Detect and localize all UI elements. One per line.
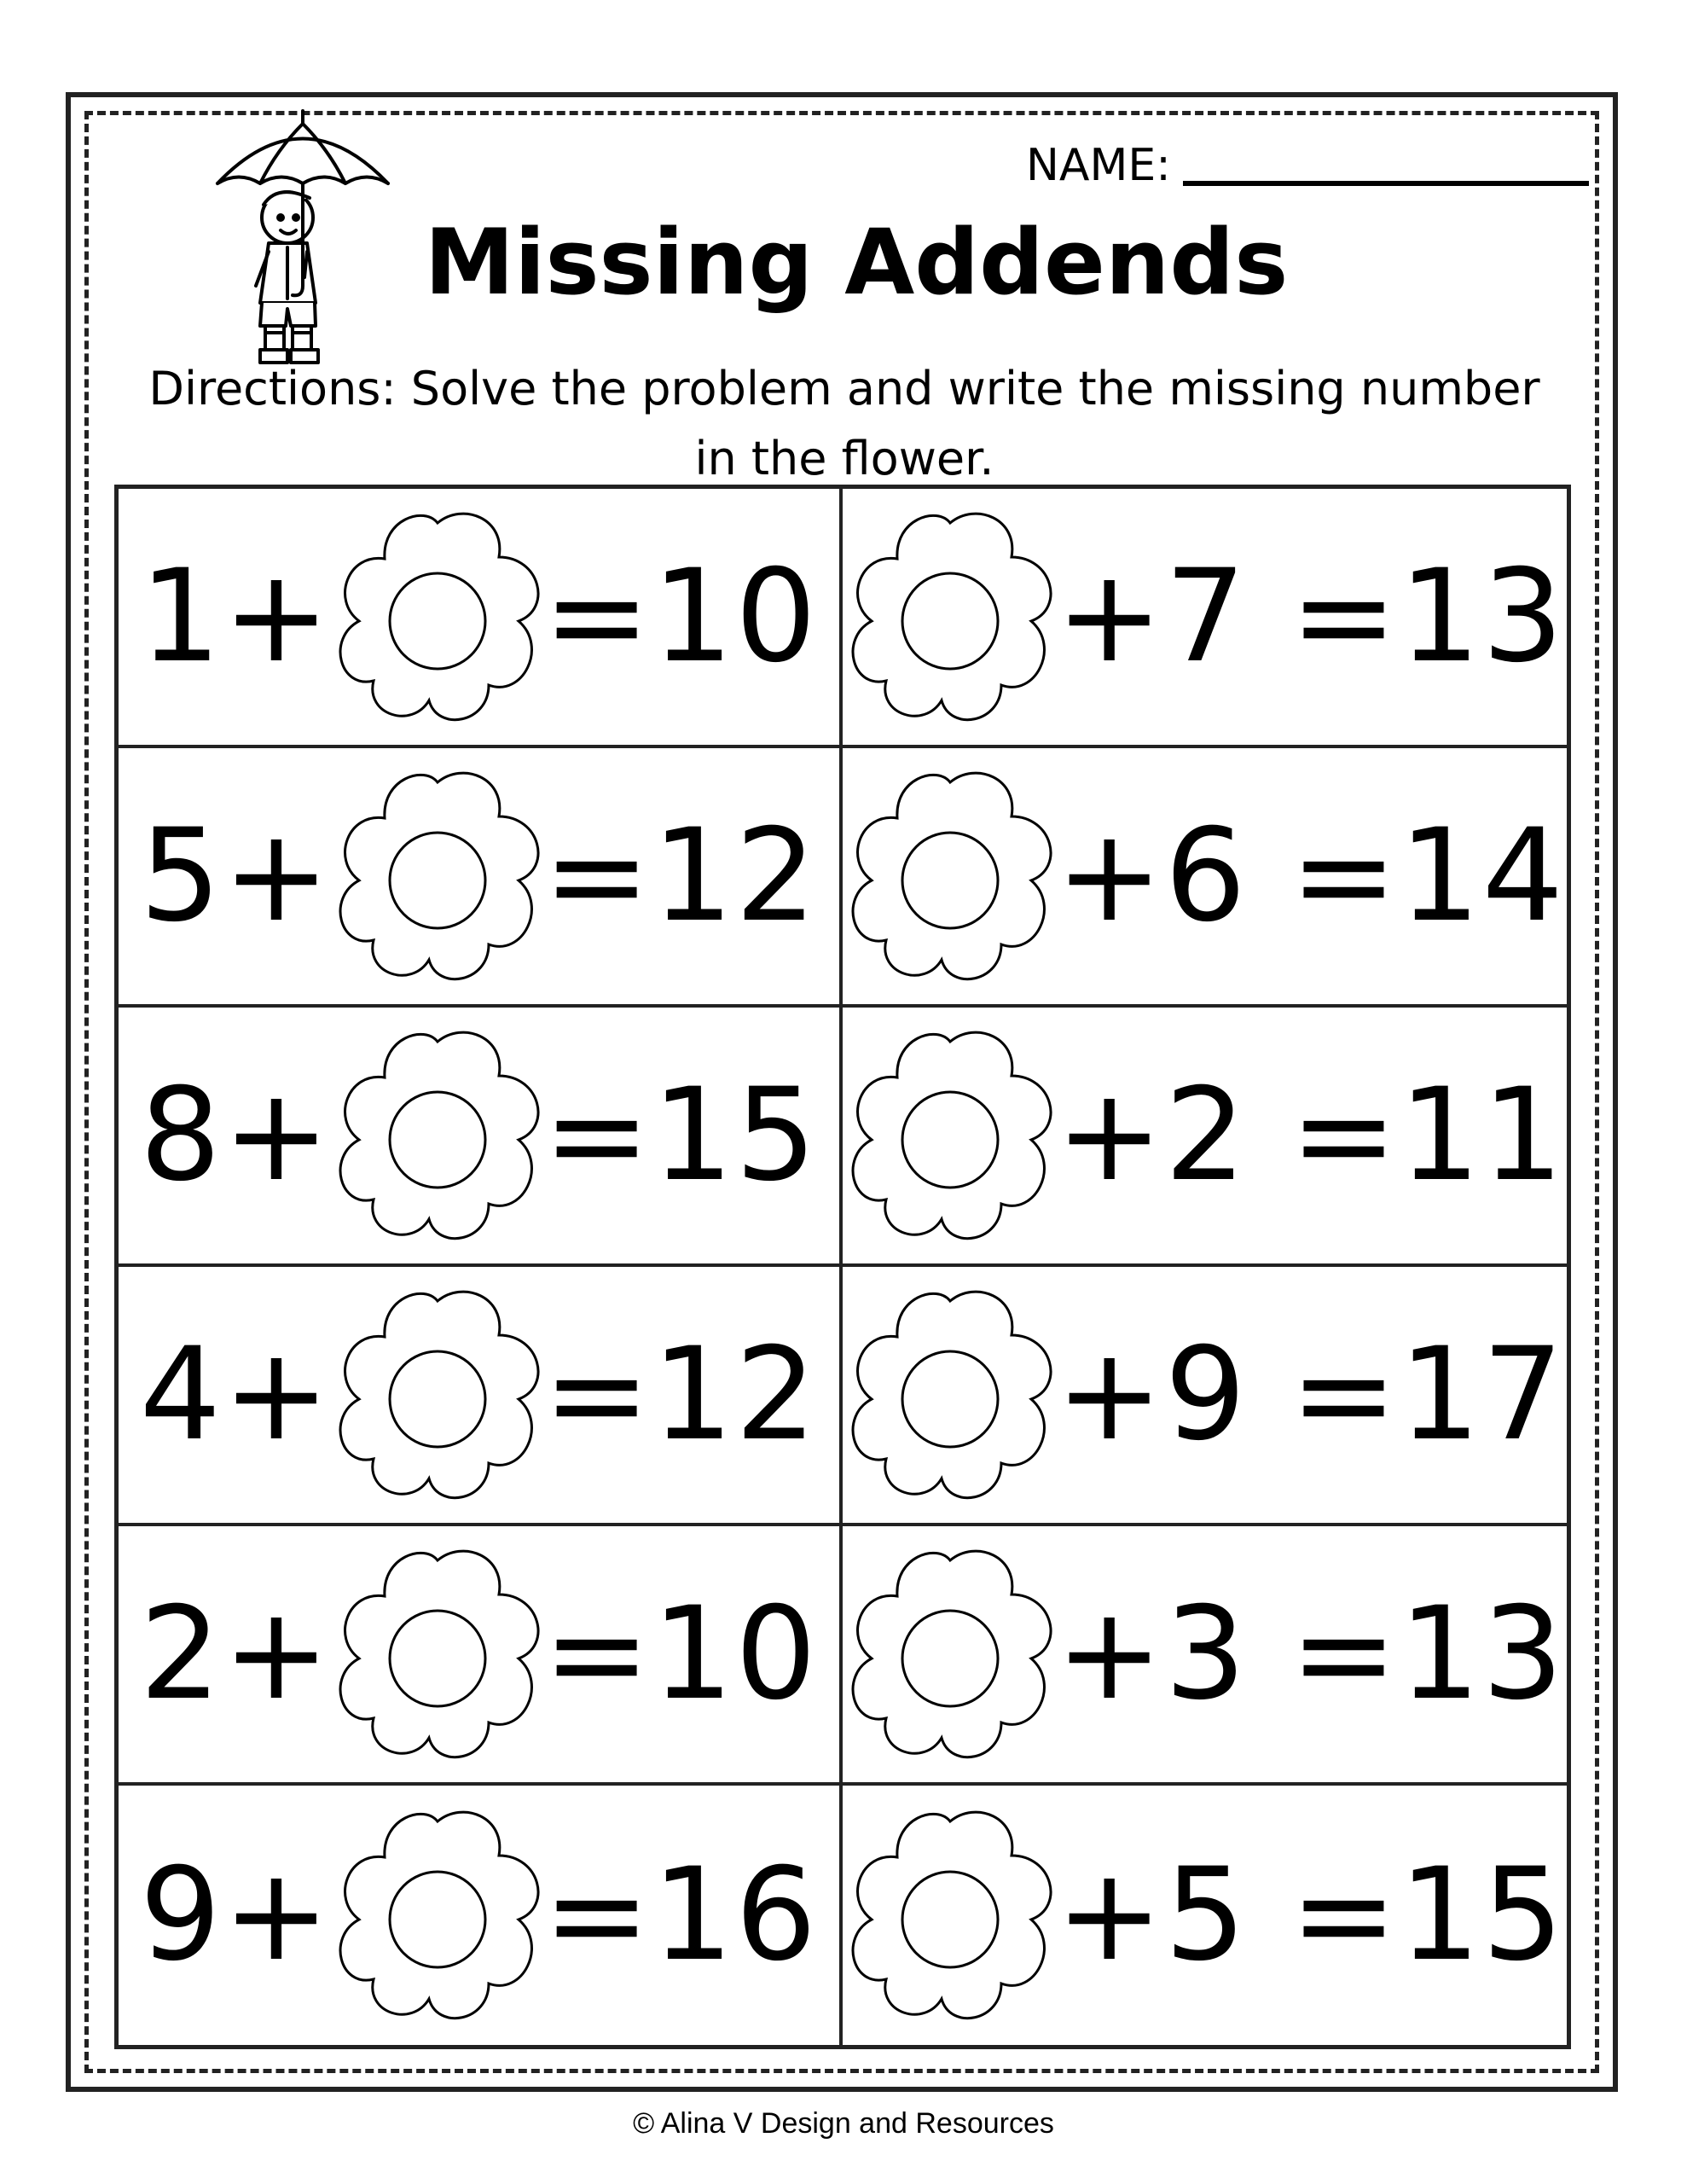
problem-cell <box>843 1526 1567 1786</box>
equation <box>844 1543 1565 1765</box>
problem-cell <box>843 748 1567 1008</box>
equation-right: +5 =15 <box>1055 1841 1566 1989</box>
flower-icon[interactable] <box>848 765 1052 987</box>
flower-icon[interactable] <box>335 765 540 987</box>
problem-cell <box>843 1008 1567 1267</box>
equation-right: =16 <box>542 1841 819 1989</box>
equation-right: =12 <box>542 802 819 950</box>
equation <box>844 1804 1565 2026</box>
flower-icon[interactable] <box>335 1543 540 1765</box>
equation <box>844 765 1565 987</box>
problem-cell <box>119 1526 843 1786</box>
flower-icon[interactable] <box>848 1804 1052 2026</box>
equation-left: 8+ <box>139 1061 332 1210</box>
equation <box>140 506 819 728</box>
copyright-footer: © Alina V Design and Resources <box>633 2107 1054 2140</box>
flower-icon[interactable] <box>335 506 540 728</box>
problem-cell <box>119 1267 843 1526</box>
problem-cell <box>119 489 843 748</box>
flower-icon[interactable] <box>335 1284 540 1506</box>
name-field-row <box>1026 136 1589 191</box>
flower-icon[interactable] <box>848 1284 1052 1506</box>
equation <box>140 1804 819 2026</box>
problem-cell <box>119 1008 843 1267</box>
equation <box>140 765 819 987</box>
equation-right: +7 =13 <box>1055 543 1566 691</box>
equation-right: =10 <box>542 1580 819 1728</box>
equation-left: 2+ <box>139 1580 332 1728</box>
directions-line-1: Directions: Solve the problem and write the missing number <box>148 362 1540 415</box>
equation-left: 9+ <box>139 1841 332 1989</box>
equation-left: 4+ <box>139 1321 332 1469</box>
flower-icon[interactable] <box>848 1025 1052 1246</box>
flower-icon[interactable] <box>848 506 1052 728</box>
equation <box>844 506 1565 728</box>
problem-cell <box>843 1267 1567 1526</box>
flower-icon[interactable] <box>848 1543 1052 1765</box>
problem-cell <box>119 1786 843 2045</box>
problem-cell <box>843 489 1567 748</box>
equation <box>140 1284 819 1506</box>
equation <box>844 1025 1565 1246</box>
directions-line-2: in the flower. <box>694 432 994 485</box>
equation-right: =15 <box>542 1061 819 1210</box>
problem-cell <box>119 748 843 1008</box>
equation-right: =10 <box>542 543 819 691</box>
problem-grid <box>114 485 1571 2049</box>
equation <box>140 1025 819 1246</box>
equation-right: +9 =17 <box>1055 1321 1566 1469</box>
equation-left: 1+ <box>139 543 332 691</box>
equation-left: 5+ <box>139 802 332 950</box>
page-title: Missing Addends <box>424 210 1289 315</box>
directions <box>145 354 1544 494</box>
equation-right: =12 <box>542 1321 819 1469</box>
equation <box>844 1284 1565 1506</box>
problem-cell <box>843 1786 1567 2045</box>
flower-icon[interactable] <box>335 1804 540 2026</box>
equation-right: +3 =13 <box>1055 1580 1566 1728</box>
equation-right: +2 =11 <box>1055 1061 1566 1210</box>
name-write-line[interactable] <box>1183 181 1589 186</box>
name-label: NAME: <box>1026 140 1171 191</box>
flower-icon[interactable] <box>335 1025 540 1246</box>
equation-right: +6 =14 <box>1055 802 1566 950</box>
equation <box>140 1543 819 1765</box>
